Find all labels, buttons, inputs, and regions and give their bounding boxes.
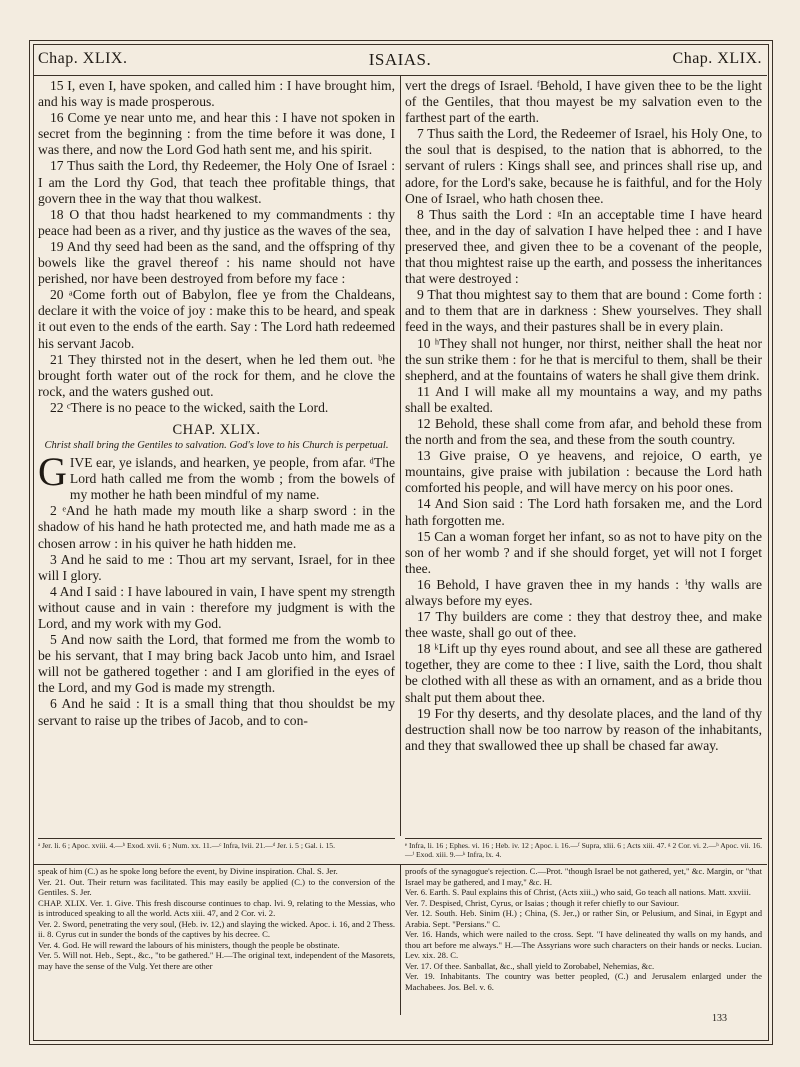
- cross-references-right: ᵉ Infra, li. 16 ; Ephes. vi. 16 ; Heb. iv. 12 ; Apoc. i. 16.—ᶠ Supra, xlii. 6 ; Acts xiii. 47. ᵍ 2 Cor. vi. 2.—ʰ Apoc. vii. 16.—ⁱ Exod. xiii. 9.—ᵏ Infra, lx. 4.: [405, 841, 762, 859]
- verse: 20 ᵃCome forth out of Babylon, flee ye from the Chaldeans, declare it with the voice of joy : make this to be heard, and speak it out even to the ends of the earth. Say : The Lord hath redeemed his servant Jacob.: [38, 287, 395, 351]
- verse: 12 Behold, these shall come from afar, and behold these from the north and from the sea, and these from the south country.: [405, 415, 762, 448]
- notes-left: [38, 866, 395, 971]
- note: Ver. 6. Earth. S. Paul explains this of Christ, (Acts xiii.,) who said, Go teach all nations. Matt. xxviii.: [405, 887, 751, 897]
- verse: 21 They thirsted not in the desert, when he led them out. ᵇhe brought forth water out of the rock for them, and he clove the rock, and the waters gushed out.: [38, 351, 395, 399]
- first-verse-paragraph: [38, 449, 395, 503]
- verse: 10 ʰThey shall not hunger, nor thirst, neither shall the heat nor the sun strike them : for he that is merciful to them, shall be their shepherd, and at the fountains of waters he shall give them drink.: [405, 335, 762, 383]
- note: Ver. 12. South. Heb. Sinim (H.) ; China, (S. Jer.,) or rather Sin, or Pelusium, and Sinai, in Egypt and Arabia. Sept. "Persians." C.: [405, 908, 762, 929]
- notes-divider: [400, 865, 401, 1015]
- chapter-summary: Christ shall bring the Gentiles to salvation. God's love to his Church is perpetual.: [44, 440, 389, 452]
- verse: 8 Thus saith the Lord : ᵍIn an acceptable time I have heard thee, and in the day of salvation I have helped thee : and I have preserved thee, and given thee to be a covenant of the people, that thou mightest raise up the earth, and possess the inheritances that were destroyed :: [405, 206, 762, 287]
- verse: 16 Come ye near unto me, and hear this : I have not spoken in secret from the beginning : from the time before it was done, I was there, and now the Lord God hath sent me, and his spirit.: [38, 110, 395, 158]
- note: Ver. 2. Sword, penetrating the very soul, (Heb. iv. 12,) and slaying the wicked. Apoc. i. 16, and 2 Thess. ii. 8. Cyrus cut in sunder the bonds of the captives by his decree. C.: [38, 918, 395, 939]
- verse: 19 For thy deserts, and thy desolate places, and the land of thy destruction shall now be too narrow by reason of the inhabitants, and they that swallowed thee up shall be chased far away.: [405, 705, 762, 753]
- verse: 17 Thus saith the Lord, thy Redeemer, the Holy One of Israel : I am the Lord thy God, that teach thee profitable things, that govern thee in the way that thou walkest.: [38, 158, 395, 206]
- header-book-title: ISAIAS.: [368, 50, 432, 69]
- chapter-title: CHAP. XLIX.: [172, 421, 261, 438]
- verse: 4 And I said : I have laboured in vain, I have spent my strength without cause and in vain : therefore my judgment is with the Lord, and my work with my God.: [38, 583, 395, 631]
- note: Ver. 16. Hands, which were nailed to the cross. Sept. "I have delineated thy walls on my hands, and thou art before me always." H.—The Assyrians wore such characters on their hands or necks. Lucian. Lev. xix. 28. C.: [405, 929, 762, 960]
- verse: 19 And thy seed had been as the sand, and the offspring of thy bowels like the gravel thereof : his name should not have perished, nor have been destroyed from before my face :: [38, 238, 395, 287]
- header-left-chapter: Chap. XLIX.: [38, 50, 128, 67]
- note: Ver. 17. Of thee. Sanballat, &c., shall yield to Zorobabel, Nehemias, &c.: [405, 960, 655, 971]
- verse: 18 O that thou hadst hearkened to my commandments : thy peace had been as a river, and thy justice as the waves of the sea,: [38, 206, 395, 238]
- cross-references-left: ᵃ Jer. li. 6 ; Apoc. xviii. 4.—ᵇ Exod. xvii. 6 ; Num. xx. 11.—ᶜ Infra, lvii. 21.—ᵈ Jer. i. 5 ; Gal. i. 15.: [38, 841, 335, 850]
- note: Ver. 5. Will not. Heb., Sept., &c., "to be gathered." H.—The original text, independent of the Masorets, may have the sense of the Vulg. Yet there are other: [38, 950, 395, 971]
- drop-cap: G: [38, 449, 67, 495]
- running-header: [38, 50, 762, 74]
- verse: 16 Behold, I have graven thee in my hands : ⁱthy walls are always before my eyes.: [405, 576, 762, 608]
- notes-right: [405, 866, 762, 992]
- note: Ver. 21. Out. Their return was facilitated. This may easily be applied (C.) to the conversion of the Gentiles. S. Jer.: [38, 876, 395, 897]
- first-verse-text: IVE ear, ye islands, and hearken, ye people, from afar. ᵈThe Lord hath called me from the womb ; from the bowels of my mother he hath been mindful of my name.: [69, 455, 395, 503]
- verse: 11 And I will make all my mountains a way, and my paths shall be exalted.: [405, 383, 762, 415]
- column-divider: [400, 76, 401, 836]
- verse: 15 Can a woman forget her infant, so as not to have pity on the son of her womb ? and if she should forget, yet will not I forget thee.: [405, 528, 762, 576]
- verse: 17 Thy builders are come : they that destroy thee, and make thee waste, shall go out of thee.: [405, 609, 762, 641]
- verse: 14 And Sion said : The Lord hath forsaken me, and the Lord hath forgotten me.: [405, 496, 762, 528]
- verse: 6 And he said : It is a small thing that thou shouldst be my servant to raise up the tribes of Jacob, and to con-: [38, 696, 395, 728]
- note: Ver. 19. Inhabitants. The country was better peopled, (C.) and Jerusalem enlarged under the Machabees. Jos. Bel. v. 6.: [405, 971, 762, 992]
- note: CHAP. XLIX. Ver. 1. Give. This fresh discourse continues to chap. lvi. 9, relating to the Messias, who is introduced speaking to all the world. Acts xiii. 47, and 2 Cor. vi. 2.: [38, 897, 395, 918]
- verse: 3 And he said to me : Thou art my servant, Israel, for in thee will I glory.: [38, 551, 395, 583]
- verse: 5 And now saith the Lord, that formed me from the womb to be his servant, that I may bring back Jacob unto him, and Israel will not be gathered together : and I am glorified in the eyes of the Lord, and my God is made my strength.: [38, 632, 395, 696]
- note: proofs of the synagogue's rejection. C.—Prot. "though Israel be not gathered, yet," &c. Margin, or "that Israel may be gathered, and I may," &c. H.: [405, 866, 762, 887]
- header-right-chapter: Chap. XLIX.: [672, 50, 762, 67]
- left-column: [38, 78, 395, 729]
- note: Ver. 7. Despised, Christ, Cyrus, or Isaias ; though it refer chiefly to our Saviour.: [405, 897, 679, 908]
- verse: vert the dregs of Israel. ᶠBehold, I have given thee to be the light of the Gentiles, that thou mayest be my salvation even to the farthest part of the earth.: [405, 78, 762, 126]
- verse: 22 ᶜThere is no peace to the wicked, saith the Lord.: [50, 399, 329, 415]
- verse: 7 Thus saith the Lord, the Redeemer of Israel, his Holy One, to the soul that is despised, to the nation that is abhorred, to the servant of rulers : Kings shall see, and princes shall rise up, and adore, for the Lord's sake, because he is faithful, and for the Holy One of Israel, who hath chosen thee.: [405, 126, 762, 206]
- right-column: [405, 78, 762, 754]
- xref-rule-left: [38, 838, 395, 839]
- verse: 9 That thou mightest say to them that are bound : Come forth : and to them that are in darkness : Shew yourselves. They shall feed in the ways, and their pastures shall be in every plain.: [405, 287, 762, 335]
- verse: 15 I, even I, have spoken, and called him : I have brought him, and his way is made prosperous.: [38, 78, 395, 110]
- verse: 2 ᵉAnd he hath made my mouth like a sharp sword : in the shadow of his hand he hath protected me, and hath made me as a chosen arrow : in his quiver he hath hidden me.: [38, 503, 395, 551]
- note: Ver. 4. God. He will reward the labours of his ministers, though the people be obstinate.: [38, 939, 340, 950]
- page-number: 133: [712, 1013, 727, 1024]
- verse: 13 Give praise, O ye heavens, and rejoice, O earth, ye mountains, give praise with jubilation : because the Lord hath comforted his people, and will have mercy on his poor ones.: [405, 448, 762, 496]
- note: speak of him (C.) as he spoke long before the event, by Divine inspiration. Chal. S. Jer.: [38, 866, 338, 876]
- xref-rule-right: [405, 838, 762, 839]
- verse: 18 ᵏLift up thy eyes round about, and see all these are gathered together, they are come to thee : I live, saith the Lord, thou shalt be clothed with all these as with an ornament, and as a bride thou shalt put them about thee.: [405, 641, 762, 705]
